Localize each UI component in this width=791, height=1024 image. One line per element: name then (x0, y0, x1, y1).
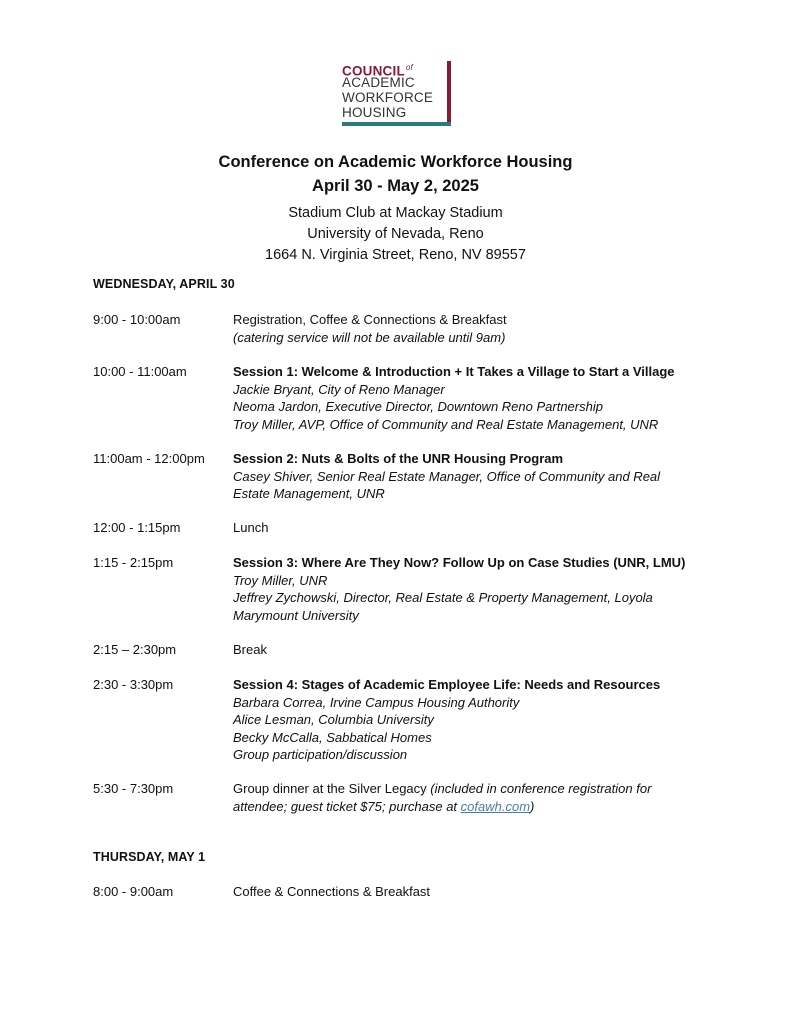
session-title: Session 1: Welcome & Introduction + It Takes a Village to Start a Village (233, 364, 675, 379)
session-title: Session 4: Stages of Academic Employee Life: Needs and Resources (233, 677, 661, 692)
row-description (233, 519, 703, 537)
row-time: 9:00 - 10:00am (93, 312, 181, 327)
row-time: 5:30 - 7:30pm (93, 781, 174, 796)
council-logo (342, 60, 454, 128)
row-note: (catering service will not be available until 9am) (233, 329, 506, 345)
speaker: Alice Lesman, Columbia University (233, 712, 434, 727)
row-time: 1:15 - 2:15pm (93, 555, 174, 570)
row-title: Break (233, 642, 267, 657)
logo-of: of (405, 63, 413, 72)
speaker: Jeffrey Zychowski, Director, Real Estate & Property Management, Loyola (233, 590, 653, 605)
dinner-note-end: ) (530, 798, 535, 814)
row-description (233, 363, 703, 433)
speaker: Estate Management, UNR (233, 486, 385, 501)
dinner-title: Group dinner at the Silver Legacy (233, 781, 431, 796)
row-description (233, 780, 703, 815)
row-description (233, 554, 703, 624)
row-description (233, 641, 703, 659)
speaker: Casey Shiver, Senior Real Estate Manager, Office of Community and Real (233, 468, 661, 484)
row-description (233, 676, 703, 764)
logo-horizontal-bar (342, 122, 451, 126)
day-heading-wednesday: WEDNESDAY, APRIL 30 (93, 277, 235, 291)
speaker: Group participation/discussion (233, 747, 408, 762)
conference-dates: April 30 - May 2, 2025 (312, 177, 479, 195)
row-time: 11:00am - 12:00pm (93, 451, 205, 466)
row-title: Coffee & Connections & Breakfast (233, 884, 431, 899)
speaker: Neoma Jardon, Executive Director, Downtown Reno Partnership (233, 399, 603, 414)
logo-line-workforce: WORKFORCE (342, 90, 434, 105)
session-title: Session 3: Where Are They Now? Follow Up on Case Studies (UNR, LMU) (233, 555, 686, 570)
logo-line-housing: HOUSING (342, 105, 407, 120)
speaker: Troy Miller, UNR (233, 572, 328, 588)
speaker: Barbara Correa, Irvine Campus Housing Authority (233, 694, 520, 710)
row-time: 12:00 - 1:15pm (93, 520, 181, 535)
venue-name: Stadium Club at Mackay Stadium (288, 205, 503, 221)
registration-link[interactable]: cofawh.com (460, 798, 531, 814)
dinner-note-cont: attendee; guest ticket $75; purchase at (233, 798, 461, 814)
logo-vertical-bar (447, 61, 451, 125)
row-title: Lunch (233, 520, 269, 535)
venue-university: University of Nevada, Reno (307, 226, 484, 242)
row-time: 2:15 – 2:30pm (93, 642, 177, 657)
row-time: 10:00 - 11:00am (93, 364, 187, 379)
row-description (233, 450, 703, 503)
dinner-line-2 (233, 798, 703, 816)
row-description (233, 883, 703, 901)
conference-title: Conference on Academic Workforce Housing (218, 153, 573, 171)
logo-line-academic: ACADEMIC (342, 75, 415, 90)
speaker: Marymount University (233, 607, 359, 623)
speaker: Becky McCalla, Sabbatical Homes (233, 729, 432, 745)
speaker: Jackie Bryant, City of Reno Manager (233, 381, 445, 397)
session-title: Session 2: Nuts & Bolts of the UNR Housing Program (233, 451, 564, 466)
row-time: 2:30 - 3:30pm (93, 677, 174, 692)
dinner-line-1 (233, 780, 703, 798)
speaker: Troy Miller, AVP, Office of Community and Real Estate Management, UNR (233, 416, 659, 432)
venue-address: 1664 N. Virginia Street, Reno, NV 89557 (265, 247, 526, 263)
row-title: Registration, Coffee & Connections & Breakfast (233, 312, 507, 327)
logo-line-council: $COUNCIL^{of}$ (342, 63, 413, 79)
day-heading-thursday: THURSDAY, MAY 1 (93, 850, 206, 864)
row-time: 8:00 - 9:00am (93, 884, 174, 899)
dinner-note: (included in conference registration for (430, 781, 652, 796)
row-description (233, 311, 703, 346)
